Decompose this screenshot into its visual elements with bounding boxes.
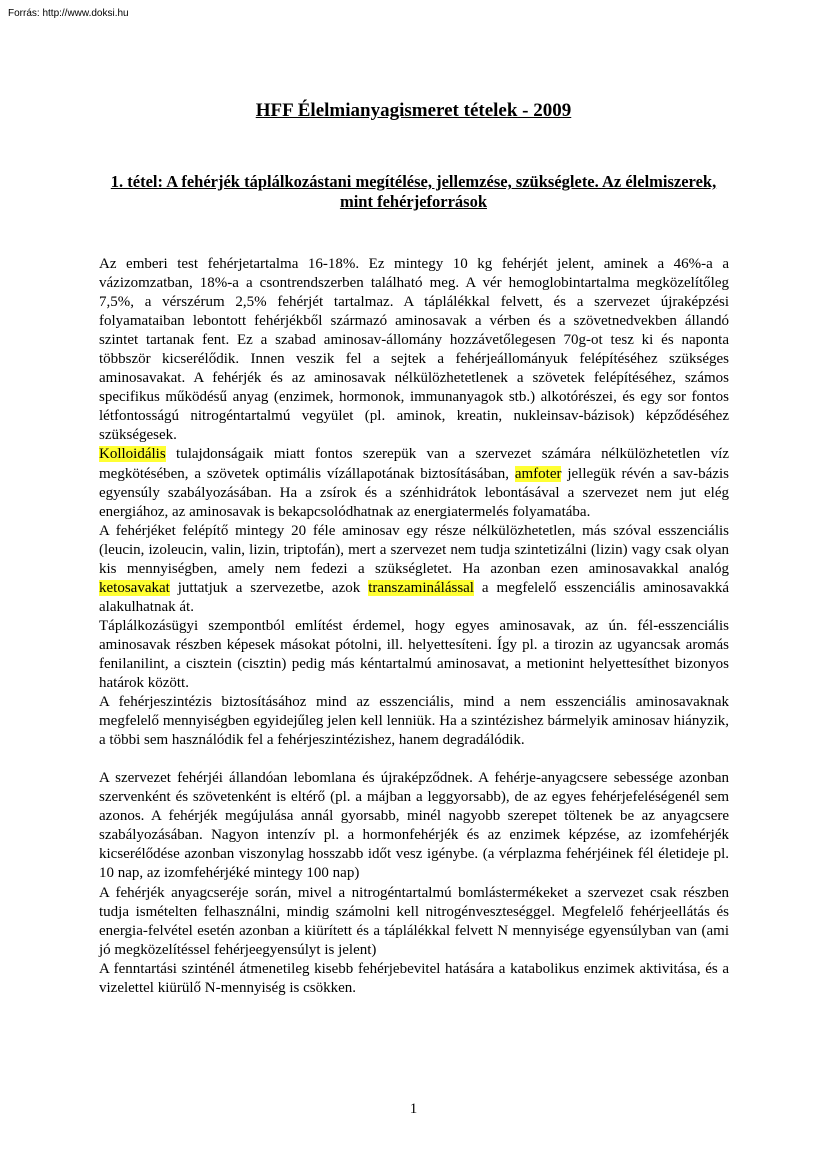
highlight-kolloidalis: Kolloidális <box>99 446 166 463</box>
paragraph-5: A fehérjeszintézis biztosításához mind az esszenciális, mind a nem esszenciális aminosavaknak megfelelő mennyiségben egyidejűleg jelen kell lenniük. Ha a szintézishez bármelyik aminosav hiányzik, a többi sem használódik fel a fehérjeszintézishez, hanem degradálódik. <box>99 694 729 749</box>
paragraph-2 <box>99 445 729 521</box>
paragraph-6: A szervezet fehérjéi állandóan lebomlana és újraképződnek. A fehérje-anyagcsere sebessége azonban szervenként és szövetenként is eltérő (pl. a májban a leggyorsabb), de az egyes fehérjefeléségenél sem azonos. A fehérjék megújulása annál gyorsabb, minél nagyobb szerepet töltenek be az anyagcsere szabályozásában. Nagyon intenzív pl. a hormonfehérjék és az enzimek képzése, az izomfehérjék kicserélődése azonban viszonylag hosszabb időt vesz igénybe. (a vérplazma fehérjéinek fél életideje pl. 10 nap, az izomfehérjéké mintegy 100 nap) <box>99 770 729 882</box>
highlight-amfoter: amfoter <box>514 465 562 482</box>
highlight-ketosavakat: ketosavakat <box>99 579 170 596</box>
source-label: Forrás: http://www.doksi.hu <box>8 8 129 19</box>
paragraph-3-text-c: a megfelelő esszenciális aminosavakká alakulhatnak át. <box>99 579 729 615</box>
paragraph-3-text-a: A fehérjéket felépítő mintegy 20 féle aminosav egy része nélkülözhetetlen, más szóval esszenciális (leucin, izoleucin, valin, lizin, triptofán), mert a szervezet nem tudja szintetizálni (lizin) vagy csak olyan kis mennyiségben, amely nem fedezi a szükségletet. Ha azonban ezen aminosavakkal analóg <box>99 522 729 577</box>
paragraph-2-text-b: jellegük révén a sav-bázis egyensúly szabályozásában. Ha a zsírok és a szénhidrátok lebontásával a szervezet nem jut elég energiához, az aminosavak is bekapcsolódhatnak az energiatermelés folyamatába. <box>99 465 729 520</box>
paragraph-2-text-a: tulajdonságaik miatt fontos szerepük van a szervezet számára nélkülözhetetlen víz megkötésében, a szövetek optimális vízállapotának biztosításában, <box>99 446 729 482</box>
document-title: HFF Élelmianyagismeret tételek - 2009 <box>255 100 572 121</box>
paragraph-1: Az emberi test fehérjetartalma 16-18%. Ez mintegy 10 kg fehérjét jelent, aminek a 46%-a a vázizomzatban, 18%-a a csontrendszerben található meg. A vér hemoglobintartalma megközelítőleg 7,5%, a vérszérum 2,5% fehérjét tartalmaz. A táplálékkal felvett, és a szervezet újraképzési folyamataiban lebontott fehérjékből származó aminosavak a vérben és a szövetnedvekben állandó szintet tartanak fent. Ez a szabad aminosav-állomány hozzávetőlegesen 70g-ot tesz ki és naponta többször kicserélődik. Innen veszik fel a sejtek a fehérjeállományuk felépítéséhez szükséges aminosavakat. A fehérjék és az aminosavak nélkülözhetetlenek a szövetek felépítéséhez, számos specifikus működésű anyag (enzimek, hormonok, immunanyagok stb.) alkotórészei, és egy sor fontos létfontosságú nitrogéntartalmú vegyület (pl. aminok, kreatin, nukleinsav-bázisok) képződéséhez szükségesek. <box>99 256 729 444</box>
paragraph-8: A fenntartási szinténél átmenetileg kisebb fehérjebevitel hatására a katabolikus enzimek aktivitása, és a vizelettel kiürülő N-mennyiség is csökken. <box>99 960 729 996</box>
page-number: 1 <box>409 1101 418 1117</box>
paragraph-7: A fehérjék anyagcseréje során, mivel a nitrogéntartalmú bomlástermékeket a szervezet csak részben tudja ismételten felhasználni, mindig számolni kell nitrogénveszteséggel. Megfelelő fehérjeellátás és energia-felvétel esetén azonban a kiürített és a táplálékkal felvett N mennyisége egyensúlyban van (ami jó megközelítéssel fehérjeegyensúlyt is jelent) <box>99 884 729 958</box>
paragraph-3 <box>99 522 729 617</box>
section-title: 1. tétel: A fehérjék táplálkozástani megítélése, jellemzése, szükséglete. Az élelmiszerek, mint fehérjeforrások <box>110 172 717 211</box>
paragraph-3-text-b: juttatjuk a szervezetbe, azok <box>169 579 369 596</box>
document-body <box>99 255 729 998</box>
paragraph-4: Táplálkozásügyi szempontból említést érdemel, hogy egyes aminosavak, az ún. fél-esszenciális aminosavak részben képesek másokat pótolni, ill. helyettesíteni. Így pl. a tirozin az ugyancsak aromás fenilanilint, a cisztein (cisztin) pedig más kéntartalmú aminosavat, a metionint helyettesíthet bizonyos határok között. <box>99 617 729 692</box>
highlight-transzaminalassal: transzaminálással <box>368 579 474 596</box>
